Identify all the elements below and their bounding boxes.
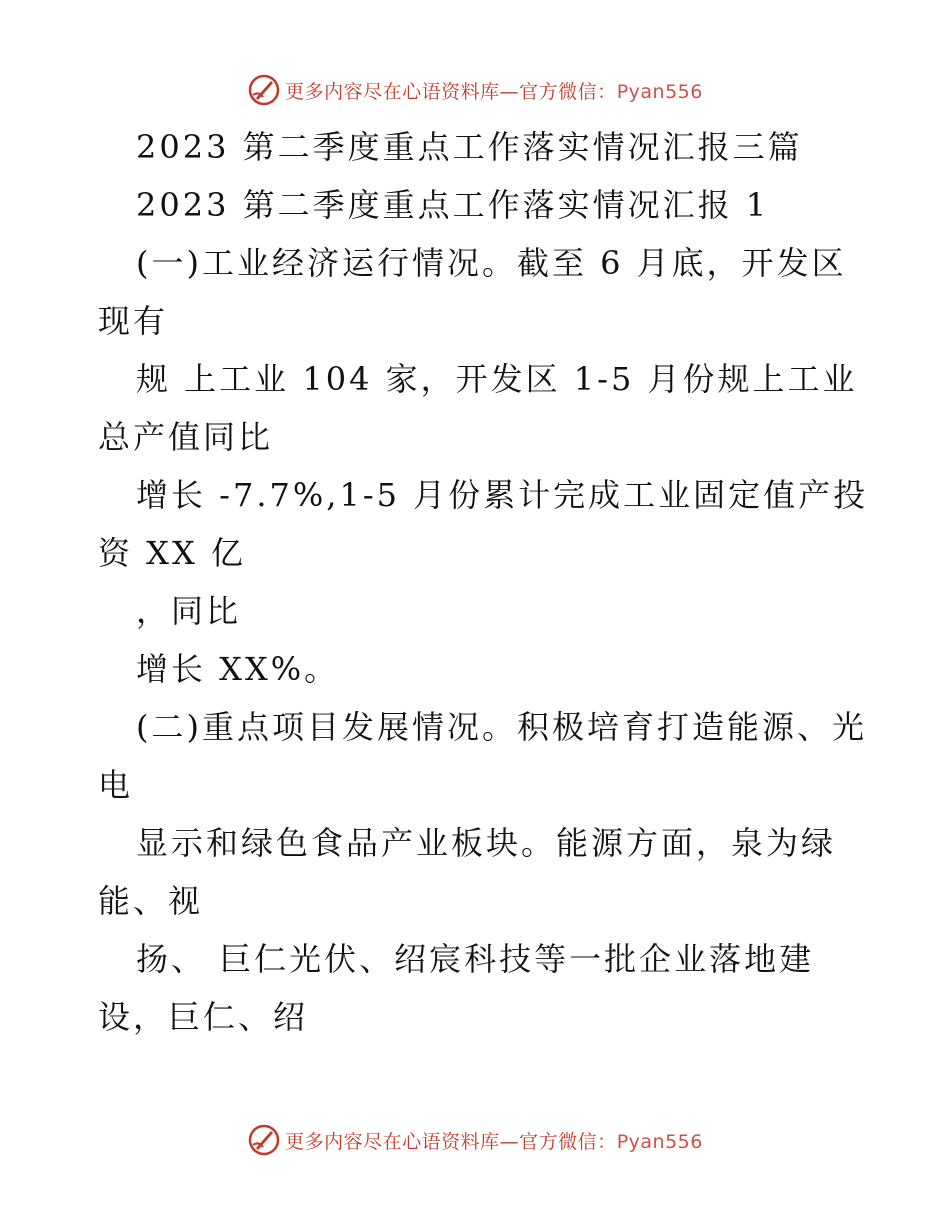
- paragraph-line: 增长 XX%。: [136, 650, 340, 688]
- document-title: 2023 第二季度重点工作落实情况汇报三篇: [136, 128, 803, 166]
- paragraph-line: 资 XX 亿: [98, 534, 246, 572]
- watermark-contact: 官方微信：: [519, 1130, 617, 1153]
- quill-logo-icon: [247, 1123, 281, 1157]
- watermark-separator: —: [499, 80, 520, 103]
- paragraph-line: 扬、 巨仁光伏、绍宸科技等一批企业落地建: [136, 940, 815, 978]
- watermark-handle: Pyan556: [616, 1130, 703, 1153]
- watermark-contact: 官方微信：: [519, 80, 617, 103]
- section-heading: 2023 第二季度重点工作落实情况汇报 1: [136, 186, 770, 224]
- paragraph-line: 增长 -7.7%,1-5 月份累计完成工业固定值产投: [136, 476, 869, 514]
- paragraph-line: (二)重点项目发展情况。积极培育打造能源、光: [136, 708, 867, 746]
- paragraph-line: ，同比: [136, 592, 242, 630]
- paragraph-line: 规 上工业 104 家，开发区 1-5 月份规上工业: [136, 360, 858, 398]
- paragraph-line: 现有: [98, 302, 169, 340]
- paragraph-line: 设，巨仁、绍: [98, 998, 309, 1036]
- watermark-brand: 更多内容尽在心语资料库: [285, 80, 500, 103]
- paragraph-line: 能、视: [98, 882, 204, 920]
- watermark-separator: —: [499, 1130, 520, 1153]
- paragraph-line: 电: [98, 766, 134, 804]
- watermark-banner-bottom: [0, 1120, 950, 1160]
- watermark-brand: 更多内容尽在心语资料库: [285, 1130, 500, 1153]
- paragraph-line: 显示和绿色食品产业板块。能源方面，泉为绿: [136, 824, 837, 862]
- paragraph-line: 总产值同比: [98, 418, 274, 456]
- watermark-handle: Pyan556: [616, 80, 703, 103]
- paragraph-line: (一)工业经济运行情况。截至 6 月底，开发区: [136, 244, 847, 282]
- watermark-text: [285, 1127, 703, 1154]
